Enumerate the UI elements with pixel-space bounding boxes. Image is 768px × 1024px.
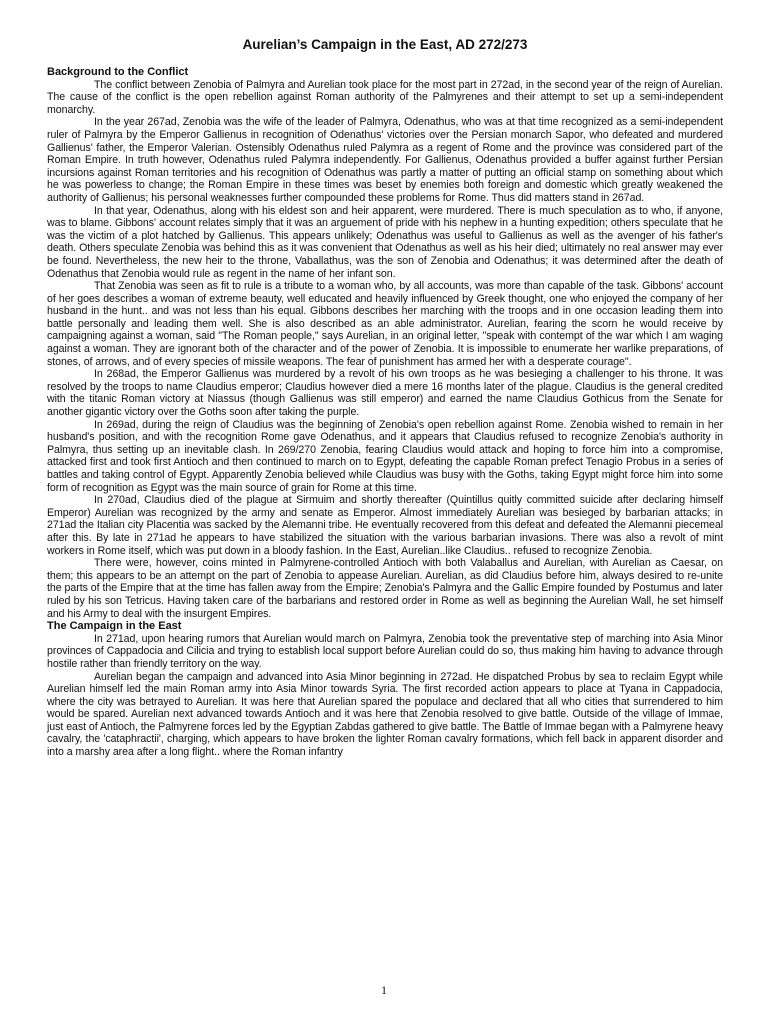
paragraph: In 271ad, upon hearing rumors that Aurelian would march on Palmyra, Zenobia took the preventative step of marching into Asia Minor provinces of Cappadocia and Cilicia and trying to establish local support before Aurelian could do so, thus making him having to advance through hostile rather than friendly territory on the way. — [47, 632, 723, 670]
paragraph: In 270ad, Claudius died of the plague at Sirmuim and shortly thereafter (Quintillus quitly committed suicide after declaring himself Emperor) Aurelian was recognized by the army and senate as Emperor. Almost immediately Aurelian was besieged by barbarian attacks; in 271ad the Italian city Placentia was sacked by the Alemanni tribe. He eventually recovered from this defeat and defeated the Alemanni piecemeal after this. By late in 271ad he appears to have stabilized the situation with the various barbarian invasions. There was also a revolt of mint workers in Rome itself, which was put down in a bloody fashion. In the East, Aurelian..like Claudius.. refused to recognize Zenobia. — [47, 494, 723, 557]
paragraph: In that year, Odenathus, along with his eldest son and heir apparent, were murdered. There is much speculation as to who, if anyone, was to blame. Gibbons' account relates simply that it was an arguement of pride with his nephew in a hunting expedition; others speculate that he was the victim of a plot hatched by Gallienus. This appears unlikely; Odenathus was useful to Gallienus as well as the avenger of his father's death. Others speculate Zenobia was behind this as it was convenient that Odenathus as well as his heir died; ultimately no real answer may ever be found. Nevertheless, the new heir to the throne, Vaballathus, was the son of Zenobia and Odenathus; it was determined after the death of Odenathus that Zenobia would rule as regent in the name of her infant son. — [47, 204, 723, 280]
section-heading: The Campaign in the East — [47, 620, 182, 633]
paragraph: That Zenobia was seen as fit to rule is a tribute to a woman who, by all accounts, was more than capable of the task. Gibbons' account of her goes describes a woman of extreme beauty, well educated and heavily influenced by Greek thought, one who enjoyed the company of her husband in the hunt.. and was not less than his equal. Gibbons describes her marching with the troops and in one occasion leading them into battle personally and leading them well. She is also described as an able administrator. Aurelian, fearing the scorn he would receive by campaigning against a woman, said "The Roman people," says Aurelian, in an original letter, "speak with contempt of the war which I am waging against a woman. They are ignorant both of the character and of the power of Zenobia. It is impossible to enumerate her warlike preparations, of stones, of arrows, and of every species of missile weapons. The fear of punishment has armed her with a desperate courage". — [47, 280, 723, 368]
page-number: 1 — [381, 983, 387, 997]
paragraph: The conflict between Zenobia of Palmyra and Aurelian took place for the most part in 272ad, in the second year of the reign of Aurelian. The cause of the conflict is the open rebellion against Roman authority of the Palmyrenes and their attempt to set up a semi-independent monarchy. — [47, 78, 723, 116]
paragraph: There were, however, coins minted in Palmyrene-controlled Antioch with both Valaballus and Aurelian, with Aurelian as Caesar, on them; this appears to be an attempt on the part of Zenobia to appease Aurelian. Aurelian, as did Claudius before him, always desired to re-unite the parts of the Empire that at the time has fallen away from the Empire; Zenobia's Palmyra and the Gallic Empire founded by Postumus and later ruled by his son Tetricus. Having taken care of the barbarians and restored order in Rome as well as beginning the Aurelian Wall, he set himself and his Army to deal with the insurgent Empires. — [47, 557, 723, 620]
section-campaign — [47, 620, 723, 759]
paragraph: Aurelian began the campaign and advanced into Asia Minor beginning in 272ad. He dispatched Probus by sea to reclaim Egypt while Aurelian himself led the main Roman army into Asia Minor towards Syria. The first recorded action appears to place at Tyana in Cappadocia, where the city was betrayed to Aurelian. It was here that Aurelian spared the populace and declared that all who cities that surrendered to him would be spared. Aurelian next advanced towards Antioch and it was here that Zenobia resolved to give battle. Outside of the village of Immae, just east of Antioch, the Palmyrene forces led by the Egyptian Zabdas gathered to give battle. The Battle of Immae began with a Palmyrene heavy cavalry, the 'cataphractii', charging, which appears to have broken the lighter Roman cavalry formations, which fell back in apparent disorder and into a marshy area after a long flight.. where the Roman infantry — [47, 670, 723, 759]
section-background — [47, 66, 723, 620]
section-heading: Background to the Conflict — [47, 66, 189, 78]
paragraph: In 269ad, during the reign of Claudius was the beginning of Zenobia's open rebellion against Rome. Zenobia wished to remain in her husband's position, and with the recognition Rome gave Odenathus, and it appears that Claudius refused to recognize Zenobia's authority in Palmyra, thus setting up an inevitable clash. In 269/270 Zenobia, fearing Claudius would attack and hoping to force him into a compromise, attacked first and took first Antioch and then continued to march on to Egypt, defeating the capable Roman prefect Tenagio Probus in a series of battles and taking control of Egypt. Apparently Zenobia believed while Claudius was busy with the Goths, taking Egypt might force him into some form of recognition as Egypt was the main source of grain for Rome at this time. — [47, 418, 723, 494]
document-title: Aurelian’s Campaign in the East, AD 272/273 — [242, 37, 528, 52]
paragraph: In 268ad, the Emperor Gallienus was murdered by a revolt of his own troops as he was besieging a challenger to his throne. It was resolved by the troops to name Claudius emperor; Claudius however died a mere 16 months later of the plague. Claudius is the general credited with the titanic Roman victory at Niassus (though Gallienus was still emperor) and earned the name Claudius Gothicus from the Senate for another gigantic victory over the Goths soon after taking the purple. — [47, 368, 723, 419]
document-page — [47, 36, 723, 759]
paragraph: In the year 267ad, Zenobia was the wife of the leader of Palmyra, Odenathus, who was at that time recognized as a semi-independent ruler of Palmyra by the Emperor Gallienus in recognition of Odenathus' victories over the Persian monarch Sapor, who defeated and murdered Gallienus' father, the Emperor Valerian. Ostensibly Odenathus ruled Palymra as a regent of Rome and the province was considered part of the Roman Empire. In truth however, Odenathus ruled Palymra independently. For Gallienus, Odenathus provided a buffer against further Persian incursions against Roman territories and his recognition of Odenathus was partly a matter of putting an official stamp on something about which he was powerless to change; the Roman Empire in these times was beset by enemies both foreign and domestic which greatly weakened the authority of Gallienus; his personal weaknesses further compounded these problems for Rome. Thus did matters stand in 267ad. — [47, 116, 723, 204]
